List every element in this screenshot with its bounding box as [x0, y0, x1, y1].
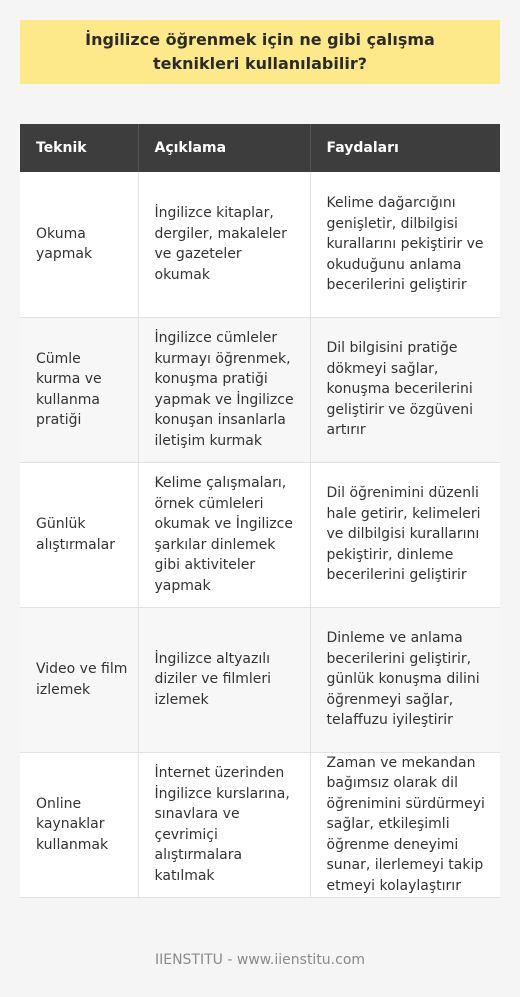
cell-aciklama: İnternet üzerinden İngilizce kurslarına, sınavlara ve çevrimiçi alıştırmalara katılmak — [138, 752, 310, 897]
cell-faydalari: Dil öğrenimini düzenli hale getirir, kelimeleri ve dilbilgisi kurallarını pekiştirir, dinleme becerilerini geliştirir — [310, 462, 500, 607]
header-aciklama: Açıklama — [138, 124, 310, 172]
table-row — [20, 752, 500, 897]
cell-teknik: Okuma yapmak — [20, 172, 138, 317]
cell-aciklama: İngilizce kitaplar, dergiler, makaleler ve gazeteler okumak — [138, 172, 310, 317]
table-row — [20, 172, 500, 317]
techniques-table — [20, 124, 500, 898]
cell-aciklama: İngilizce cümleler kurmayı öğrenmek, konuşma pratiği yapmak ve İngilizce konuşan insanlarla iletişim kurmak — [138, 317, 310, 462]
table-row — [20, 607, 500, 752]
title-banner — [20, 20, 500, 84]
cell-faydalari: Dinleme ve anlama becerilerini geliştirir, günlük konuşma dilini öğrenmeyi sağlar, telaffuzu iyileştirir — [310, 607, 500, 752]
cell-teknik: Online kaynaklar kullanmak — [20, 752, 138, 897]
cell-faydalari: Dil bilgisini pratiğe dökmeyi sağlar, konuşma becerilerini geliştirir ve özgüveni artırır — [310, 317, 500, 462]
header-teknik: Teknik — [20, 124, 138, 172]
cell-teknik: Günlük alıştırmalar — [20, 462, 138, 607]
table-row — [20, 317, 500, 462]
cell-teknik: Cümle kurma ve kullanma pratiği — [20, 317, 138, 462]
cell-faydalari: Zaman ve mekandan bağımsız olarak dil öğrenimini sürdürmeyi sağlar, etkileşimli öğrenme deneyimi sunar, ilerlemeyi takip etmeyi kolaylaştırır — [310, 752, 500, 897]
cell-aciklama: Kelime çalışmaları, örnek cümleleri okumak ve İngilizce şarkılar dinlemek gibi aktiviteler yapmak — [138, 462, 310, 607]
page-title: İngilizce öğrenmek için ne gibi çalışma teknikleri kullanılabilir? — [85, 30, 435, 73]
header-faydalari: Faydaları — [310, 124, 500, 172]
footer-credit: IIENSTITU - www.iienstitu.com — [154, 952, 366, 968]
cell-faydalari: Kelime dağarcığını genişletir, dilbilgisi kurallarını pekiştirir ve okuduğunu anlama becerilerini geliştirir — [310, 172, 500, 317]
table-header-row — [20, 124, 500, 172]
cell-teknik: Video ve film izlemek — [20, 607, 138, 752]
table-row — [20, 462, 500, 607]
cell-aciklama: İngilizce altyazılı diziler ve filmleri izlemek — [138, 607, 310, 752]
